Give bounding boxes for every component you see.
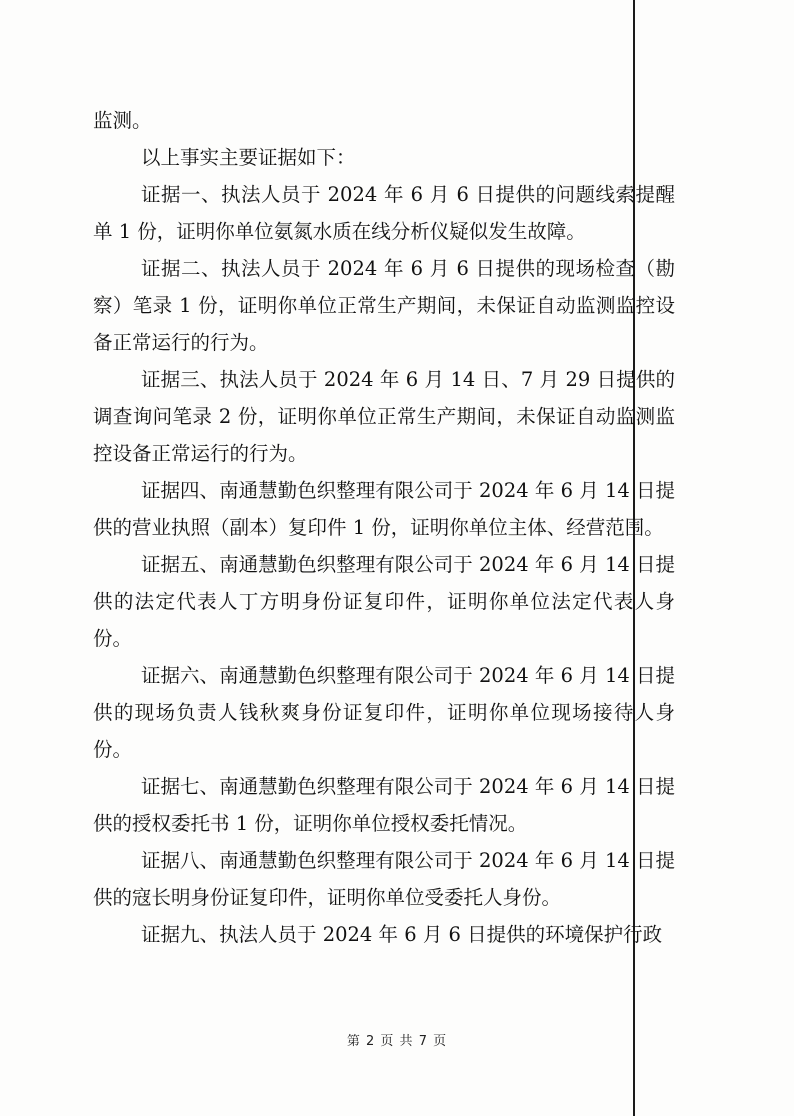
paragraph-evidence-6: 证据六、南通慧勤色织整理有限公司于 2024 年 6 月 14 日提供的现场负责人钱秋爽身份证复印件，证明你单位现场接待人身份。 [93, 664, 675, 761]
document-body [93, 102, 675, 953]
paragraph-evidence-4: 证据四、南通慧勤色织整理有限公司于 2024 年 6 月 14 日提供的营业执照（副本）复印件 1 份，证明你单位主体、经营范围。 [93, 479, 675, 539]
paragraph-evidence-2: 证据二、执法人员于 2024 年 6 月 6 日提供的现场检查（勘察）笔录 1 份，证明你单位正常生产期间，未保证自动监测监控设备正常运行的行为。 [93, 257, 675, 354]
paragraph-evidence-7: 证据七、南通慧勤色织整理有限公司于 2024 年 6 月 14 日提供的授权委托书 1 份，证明你单位授权委托情况。 [93, 775, 675, 835]
paragraph-evidence-1: 证据一、执法人员于 2024 年 6 月 6 日提供的问题线索提醒单 1 份，证明你单位氨氮水质在线分析仪疑似发生故障。 [93, 183, 675, 243]
paragraph-evidence-5: 证据五、南通慧勤色织整理有限公司于 2024 年 6 月 14 日提供的法定代表人丁方明身份证复印件，证明你单位法定代表人身份。 [93, 553, 675, 650]
paragraph-evidence-8: 证据八、南通慧勤色织整理有限公司于 2024 年 6 月 14 日提供的寇长明身份证复印件，证明你单位受委托人身份。 [93, 849, 675, 909]
paragraph-evidence-3: 证据三、执法人员于 2024 年 6 月 14 日、7 月 29 日提供的调查询问笔录 2 份，证明你单位正常生产期间，未保证自动监测监控设备正常运行的行为。 [93, 368, 675, 465]
paragraph-continuation: 监测。 [93, 109, 152, 132]
paragraph-evidence-9: 证据九、执法人员于 2024 年 6 月 6 日提供的环境保护行政 [141, 923, 663, 946]
paragraph-evidence-intro: 以上事实主要证据如下： [141, 146, 356, 169]
page-number-footer: 第 2 页 共 7 页 [346, 1034, 448, 1049]
